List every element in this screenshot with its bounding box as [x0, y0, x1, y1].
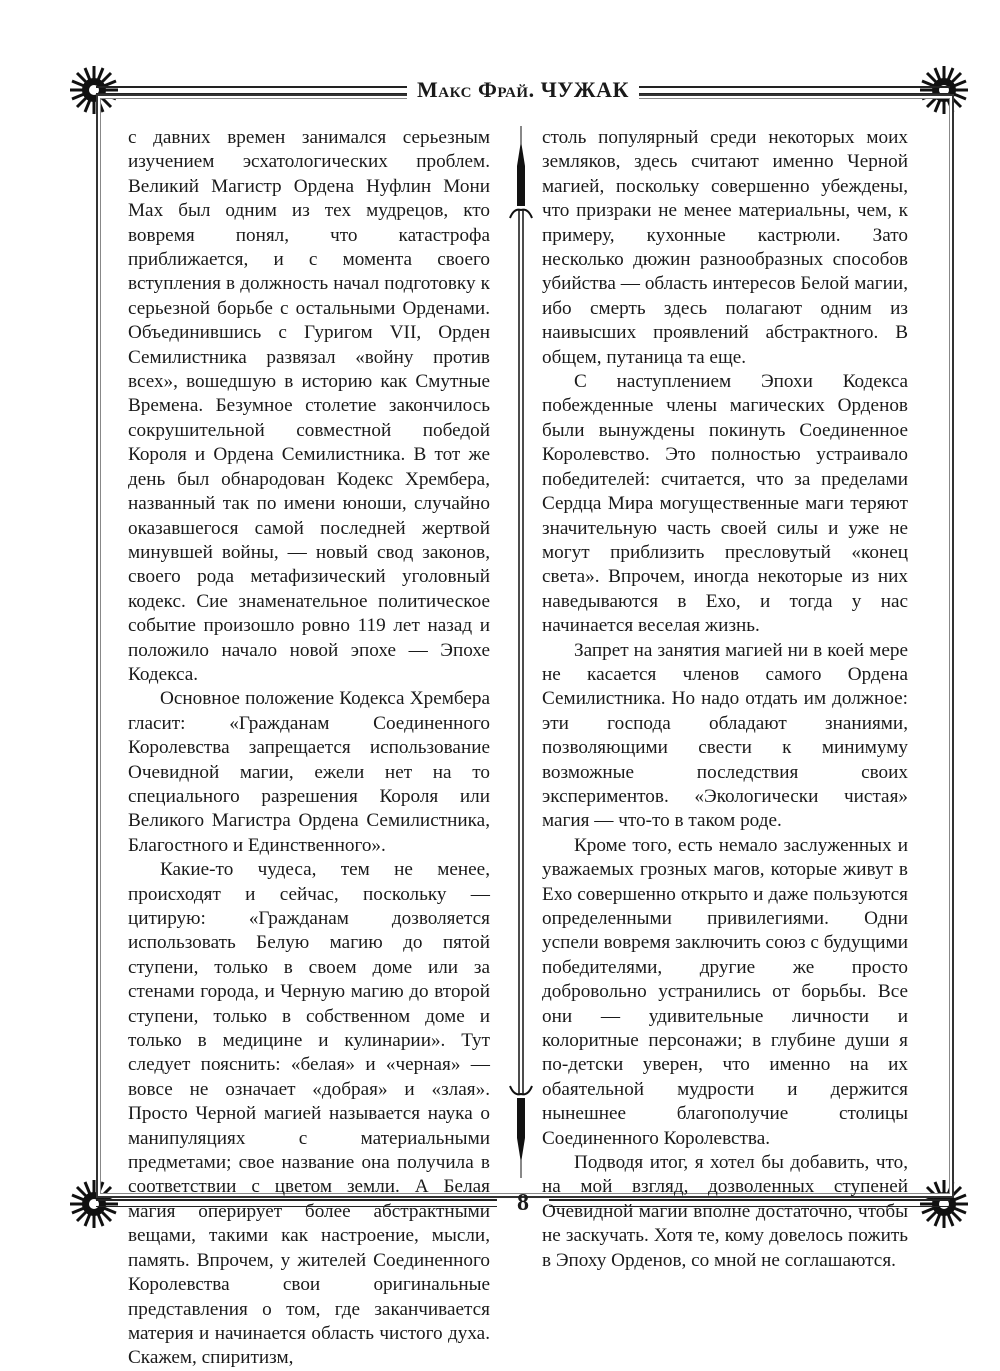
page-number: 8: [517, 1189, 529, 1216]
paragraph: С наступлением Эпохи Кодекса побежденные члены магических Орденов были вынуждены покинуть Соединенное Королевство. Это полностью устраивало победителей: считается, что за пределами Сердца Мира могущественные маги теряют значительную часть своей силы и уже не могут приблизить пресловутый «конец света». Впрочем, иногда некоторые из них наведываются в Ехо, и тогда у нас начинается веселая жизнь.: [542, 371, 908, 637]
header-rule-left: [96, 86, 407, 94]
page-footer: [96, 1188, 950, 1218]
paragraph: Какие-то чудеса, тем не менее, происходят и сейчас, поскольку — цитирую: «Гражданам дозволяется использовать Белую магию до пятой ступени, только в своем доме или за стенами города, и Черную магию до второй ступени, только в собственном доме и только в медицине и кулинарии». Тут следует пояснить: «белая» и «черная» — вовсе не означает «добрая» и «злая». Просто Черной магией называется наука о манипуляциях с материальными предметами; свое название она получила в соответствии с цветом земли. А Белая магия оперирует более абстрактными вещами, такими как настроение, мысли, память. Впрочем, у жителей Соединенного Королевства свои оригинальные представления о том, где заканчивается материя и начинается область чистого духа. Скажем, спиритизм,: [128, 859, 490, 1369]
paragraph: с давних времен занимался серьезным изучением эсхатологических проблем. Великий Магистр Ордена Нуфлин Мони Мах был одним из тех мудрецов, кто вовремя понял, что катастрофа приближается, и с момента своего вступления в должность начал подготовку к серьезной борьбе с остальными Орденами. Объединившись с Гуригом VII, Орден Семилистника развязал «войну против всех», вошедшую в историю как Смутные Времена. Безумное столетие закончилось сокрушительной совместной победой Короля и Ордена Семилистника. В тот же день был обнародован Кодекс Хрембера, названный так по имени юноши, случайно оказавшегося самой последней жертвой минувшей войны, — новый свод законов, своего рода метафизический уголовный кодекс. Сие знаменательное политическое событие произошло ровно 119 лет назад и положило начало новой эпохе — Эпохе Кодекса.: [128, 127, 490, 685]
paragraph: Кроме того, есть немало заслуженных и уважаемых грозных магов, которые живут в Ехо совершенно открыто и даже пользуются определенными привилегиями. Одни успели вовремя заключить союз с будущими победителями, другие же просто добровольно устранились от борьбы. Все они — удивительные личности и колоритные персонажи; в глубине души я по-детски уверен, что именно на их обаятельной мудрости и держится нынешнее благополучие столицы Соединенного Королевства.: [542, 834, 908, 1149]
page-title: Макс Фрай. ЧУЖАК: [407, 77, 639, 103]
paragraph: Основное положение Кодекса Хрембера гласит: «Гражданам Соединенного Королевства запрещается использование Очевидной магии, ежели нет на то специального разрешения Короля или Великого Магистра Ордена Семилистника, Благостного и Единственного».: [128, 688, 490, 856]
text-column-right: [542, 126, 908, 1273]
paragraph: столь популярный среди некоторых моих земляков, здесь считают именно Черной магией, поскольку совершенно убеждены, что призраки не менее материальны, чем, к примеру, кухонные кастрюли. Зато несколько дюжин разнообразных способов убийства — область интересов Белой магии, ибо смерть здесь полагают одним из наивысших проявлений абстрактного. В общем, путаница та еще.: [542, 127, 908, 368]
header-rule-right: [639, 86, 950, 94]
text-column-left: [128, 126, 490, 1371]
footer-rule-right: [549, 1199, 950, 1207]
footer-rule-left: [96, 1199, 497, 1207]
running-header: [96, 78, 950, 102]
paragraph: Подводя итог, я хотел бы добавить, что, на мой взгляд, дозволенных ступеней Очевидной магии вполне достаточно, чтобы не заскучать. Хотя те, кому довелось пожить в Эпоху Орденов, со мной не соглашаются.: [542, 1152, 908, 1271]
sword-divider-icon: [506, 126, 536, 1178]
paragraph: Запрет на занятия магией ни в коей мере не касается членов самого Ордена Семилистника. Но надо отдать им должное: эти господа обладают знаниями, позволяющими свести к минимуму возможные последствия своих экспериментов. «Экологически чистая» магия — что-то в таком роде.: [542, 639, 908, 832]
